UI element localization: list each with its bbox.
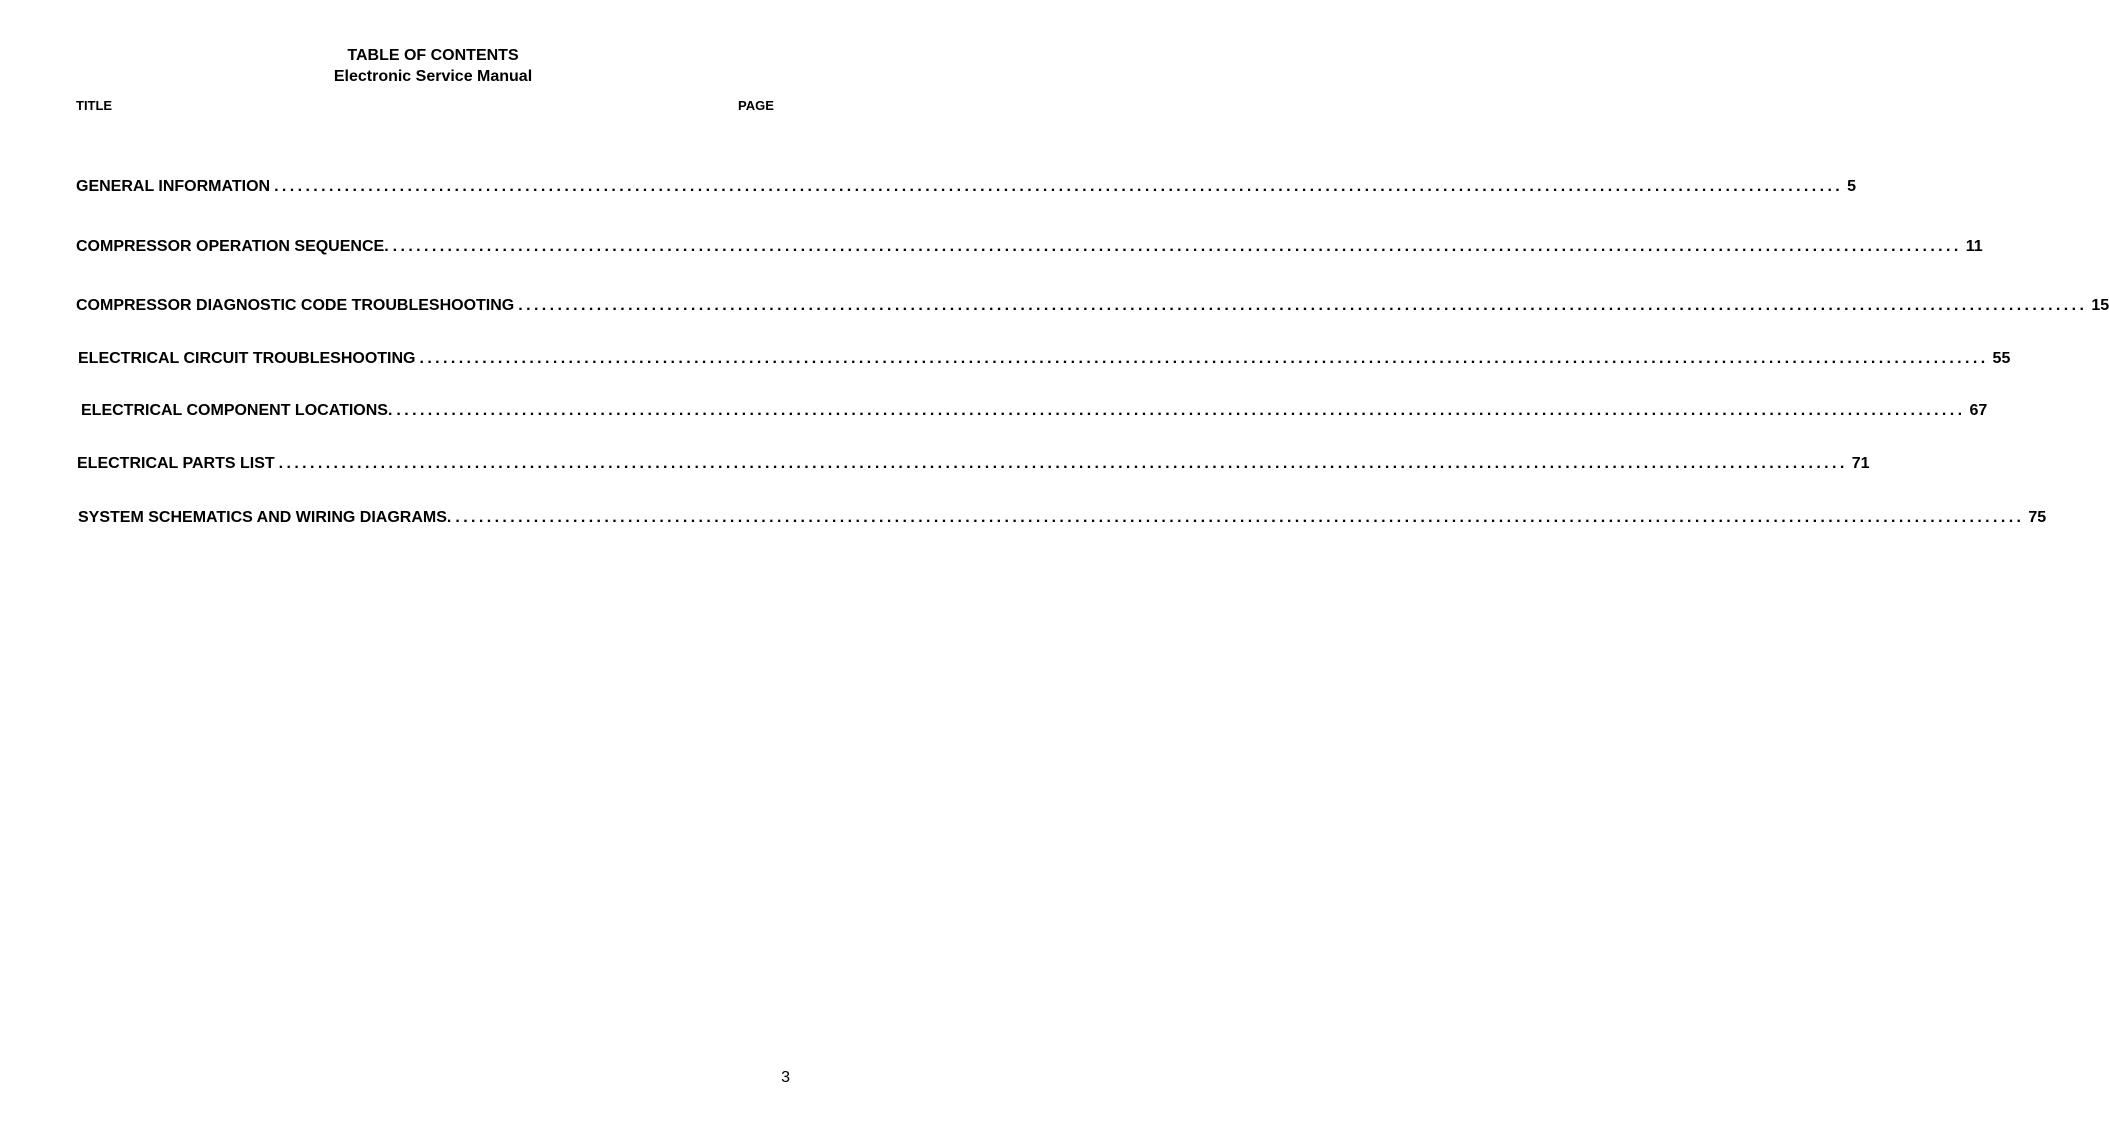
toc-entry-label: ELECTRICAL CIRCUIT TROUBLESHOOTING: [78, 350, 416, 367]
column-header-page: PAGE: [738, 98, 774, 113]
toc-entry-label: GENERAL INFORMATION: [76, 178, 271, 195]
toc-entry-page: 11: [1965, 238, 1983, 255]
toc-entry-compressor-operation-sequence[interactable]: [76, 237, 1983, 257]
toc-entry-label: SYSTEM SCHEMATICS AND WIRING DIAGRAMS.: [78, 509, 452, 526]
column-header-title: TITLE: [76, 98, 113, 113]
toc-dot-leader: ........................................................................................................................................................................................................: [392, 238, 1962, 255]
toc-dot-leader: ........................................................................................................................................................................................................: [274, 178, 1844, 195]
toc-entry-label: ELECTRICAL PARTS LIST: [77, 455, 275, 472]
toc-entry-electrical-component-locations[interactable]: [81, 401, 1988, 421]
toc-dot-leader: ........................................................................................................................................................................................................: [278, 455, 1848, 472]
toc-entry-compressor-diagnostic-code[interactable]: [76, 296, 2109, 316]
toc-entry-electrical-parts-list[interactable]: [77, 454, 1870, 474]
toc-dot-leader: ........................................................................................................................................................................................................: [518, 297, 2088, 314]
page-title: TABLE OF CONTENTS: [347, 47, 519, 64]
toc-dot-leader: ........................................................................................................................................................................................................: [396, 402, 1966, 419]
toc-entry-electrical-circuit-troubleshooting[interactable]: [78, 349, 2011, 369]
toc-entry-label: ELECTRICAL COMPONENT LOCATIONS.: [81, 402, 393, 419]
toc-dot-leader: ........................................................................................................................................................................................................: [419, 350, 1989, 367]
toc-entry-page: 71: [1851, 455, 1870, 472]
toc-entry-page: 15: [2091, 297, 2109, 314]
toc-entry-label: COMPRESSOR OPERATION SEQUENCE.: [76, 238, 389, 255]
toc-entry-page: 67: [1969, 402, 1988, 419]
toc-entry-general-information[interactable]: [76, 177, 1857, 197]
toc-entry-page: 55: [1992, 350, 2011, 367]
page-subtitle: Electronic Service Manual: [333, 68, 533, 85]
toc-entry-page: 75: [2028, 509, 2047, 526]
toc-dot-leader: ........................................................................................................................................................................................................: [455, 509, 2025, 526]
toc-entry-label: COMPRESSOR DIAGNOSTIC CODE TROUBLESHOOTING: [76, 297, 515, 314]
page-number: 3: [781, 1069, 790, 1086]
toc-entry-system-schematics[interactable]: [78, 508, 2047, 528]
toc-entry-page: 5: [1847, 178, 1857, 195]
